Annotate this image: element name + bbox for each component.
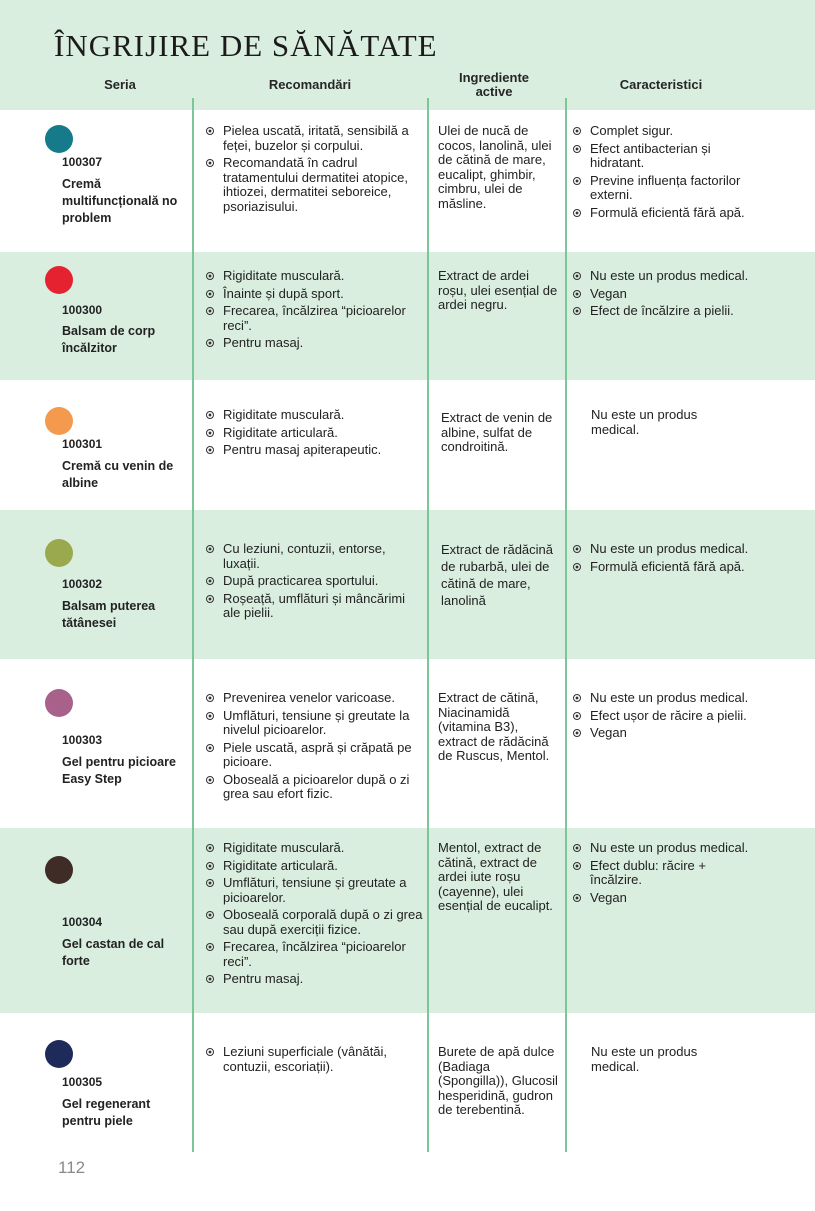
ingredients-text: Extract de ardei roșu, ulei esențial de ardei negru. (438, 268, 558, 312)
column-header-ingredients: Ingrediente active (458, 70, 530, 99)
column-divider (427, 98, 429, 1152)
features-list (572, 124, 752, 223)
list-item: Nu este un produs medical. (572, 691, 752, 706)
product-name: Cremă cu venin de albine (62, 459, 174, 490)
recommendations-list (205, 841, 423, 990)
list-item: Formulă eficientă fără apă. (572, 560, 752, 575)
features-list (572, 542, 752, 577)
recommendations-list (205, 124, 423, 217)
recommendations-list (205, 269, 423, 354)
list-item: Rigiditate musculară. (205, 408, 423, 423)
list-item: Rigiditate musculară. (205, 841, 423, 856)
color-dot (45, 539, 73, 567)
list-item: Previne influența factorilor externi. (572, 174, 752, 203)
list-item: Formulă eficientă fără apă. (572, 206, 752, 221)
features-text: Nu este un produs medical. (591, 1044, 698, 1074)
product-name: Cremă multifuncțională no problem (62, 177, 178, 225)
list-item: Umflături, tensiune și greutate a picioarelor. (205, 876, 423, 905)
list-item: Rigiditate articulară. (205, 859, 423, 874)
column-header-series: Seria (104, 77, 136, 92)
ingredients-text: Ulei de nucă de cocos, lanolină, ulei de cătină de mare, eucalipt, ghimbir, cimbru, ulei de măsline. (438, 123, 552, 211)
page-title: ÎNGRIJIRE DE SĂNĂTATE (54, 28, 438, 63)
features-text: Nu este un produs medical. (591, 407, 698, 437)
list-item: Nu este un produs medical. (572, 841, 752, 856)
ingredients-text: Extract de cătină, Niacinamidă (vitamina B3), extract de rădăcină de Ruscus, Mentol. (438, 690, 550, 763)
features-list (572, 841, 752, 908)
list-item: Vegan (572, 287, 752, 302)
color-dot (45, 856, 73, 884)
list-item: Umflături, tensiune și greutate la nivelul picioarelor. (205, 709, 423, 738)
list-item: Rigiditate musculară. (205, 269, 423, 284)
list-item: Efect ușor de răcire a pielii. (572, 709, 752, 724)
product-row (0, 510, 815, 659)
list-item: Leziuni superficiale (vânătăi, contuzii, escoriații). (205, 1045, 423, 1074)
ingredients-text: Extract de rădăcină de rubarbă, ulei de cătină de mare, lanolină (441, 542, 554, 608)
list-item: Nu este un produs medical. (572, 542, 752, 557)
column-divider (565, 98, 567, 1152)
header-band (0, 0, 815, 110)
product-row (0, 659, 815, 828)
color-dot (45, 266, 73, 294)
product-name: Balsam puterea tătânesei (62, 599, 156, 630)
recommendations-list (205, 408, 423, 461)
column-divider (192, 98, 194, 1152)
list-item: Pentru masaj apiterapeutic. (205, 443, 423, 458)
product-code: 100304 (62, 915, 103, 929)
product-code: 100303 (62, 733, 103, 747)
list-item: Pentru masaj. (205, 336, 423, 351)
features-list (572, 691, 752, 744)
list-item: Rigiditate articulară. (205, 426, 423, 441)
list-item: Vegan (572, 726, 752, 741)
product-name: Balsam de corp încălzitor (62, 324, 156, 355)
color-dot (45, 407, 73, 435)
features-list (572, 269, 752, 322)
product-row (0, 110, 815, 252)
list-item: Cu leziuni, contuzii, entorse, luxații. (205, 542, 423, 571)
list-item: Prevenirea venelor varicoase. (205, 691, 423, 706)
list-item: Complet sigur. (572, 124, 752, 139)
color-dot (45, 1040, 73, 1068)
product-name: Gel pentru picioare Easy Step (62, 755, 176, 786)
product-row (0, 1013, 815, 1152)
list-item: Piele uscată, aspră și crăpată pe picioare. (205, 741, 423, 770)
product-name: Gel regenerant pentru piele (62, 1097, 151, 1128)
color-dot (45, 689, 73, 717)
list-item: Pielea uscată, iritată, sensibilă a feței, buzelor și corpului. (205, 124, 423, 153)
list-item: Înainte și după sport. (205, 287, 423, 302)
ingredients-text: Extract de venin de albine, sulfat de condroitină. (441, 410, 553, 454)
recommendations-list (205, 542, 423, 624)
product-code: 100305 (62, 1075, 103, 1089)
list-item: Efect antibacterian și hidratant. (572, 142, 752, 171)
page-number: 112 (58, 1158, 86, 1177)
column-header-recommendations: Recomandări (268, 77, 352, 92)
product-code: 100301 (62, 437, 103, 451)
ingredients-text: Burete de apă dulce (Badiaga (Spongilla)), Glucosil hesperidină, gudron de terebentină. (438, 1044, 558, 1117)
column-header-features: Caracteristici (619, 77, 703, 92)
list-item: Vegan (572, 891, 752, 906)
recommendations-list (205, 1045, 423, 1077)
recommendations-list (205, 691, 423, 805)
list-item: Oboseală a picioarelor după o zi grea sau efort fizic. (205, 773, 423, 802)
list-item: Roșeață, umflături și mâncărimi ale pielii. (205, 592, 423, 621)
list-item: Pentru masaj. (205, 972, 423, 987)
product-row (0, 380, 815, 510)
product-code: 100300 (62, 303, 103, 317)
product-code: 100302 (62, 577, 103, 591)
list-item: Oboseală corporală după o zi grea sau după exerciții fizice. (205, 908, 423, 937)
ingredients-text: Mentol, extract de cătină, extract de ardei iute roșu (cayenne), ulei esențial de eucalipt. (438, 840, 553, 913)
list-item: După practicarea sportului. (205, 574, 423, 589)
product-name: Gel castan de cal forte (62, 937, 165, 968)
list-item: Frecarea, încălzirea “picioarelor reci”. (205, 940, 423, 969)
color-dot (45, 125, 73, 153)
product-code: 100307 (62, 155, 103, 169)
list-item: Efect de încălzire a pielii. (572, 304, 752, 319)
product-row (0, 828, 815, 1013)
list-item: Frecarea, încălzirea “picioarelor reci”. (205, 304, 423, 333)
list-item: Efect dublu: răcire + încălzire. (572, 859, 752, 888)
list-item: Recomandată în cadrul tratamentului dermatitei atopice, ihtiozei, dermatitei seboreice, psoriazisului. (205, 156, 423, 214)
product-row (0, 252, 815, 380)
list-item: Nu este un produs medical. (572, 269, 752, 284)
